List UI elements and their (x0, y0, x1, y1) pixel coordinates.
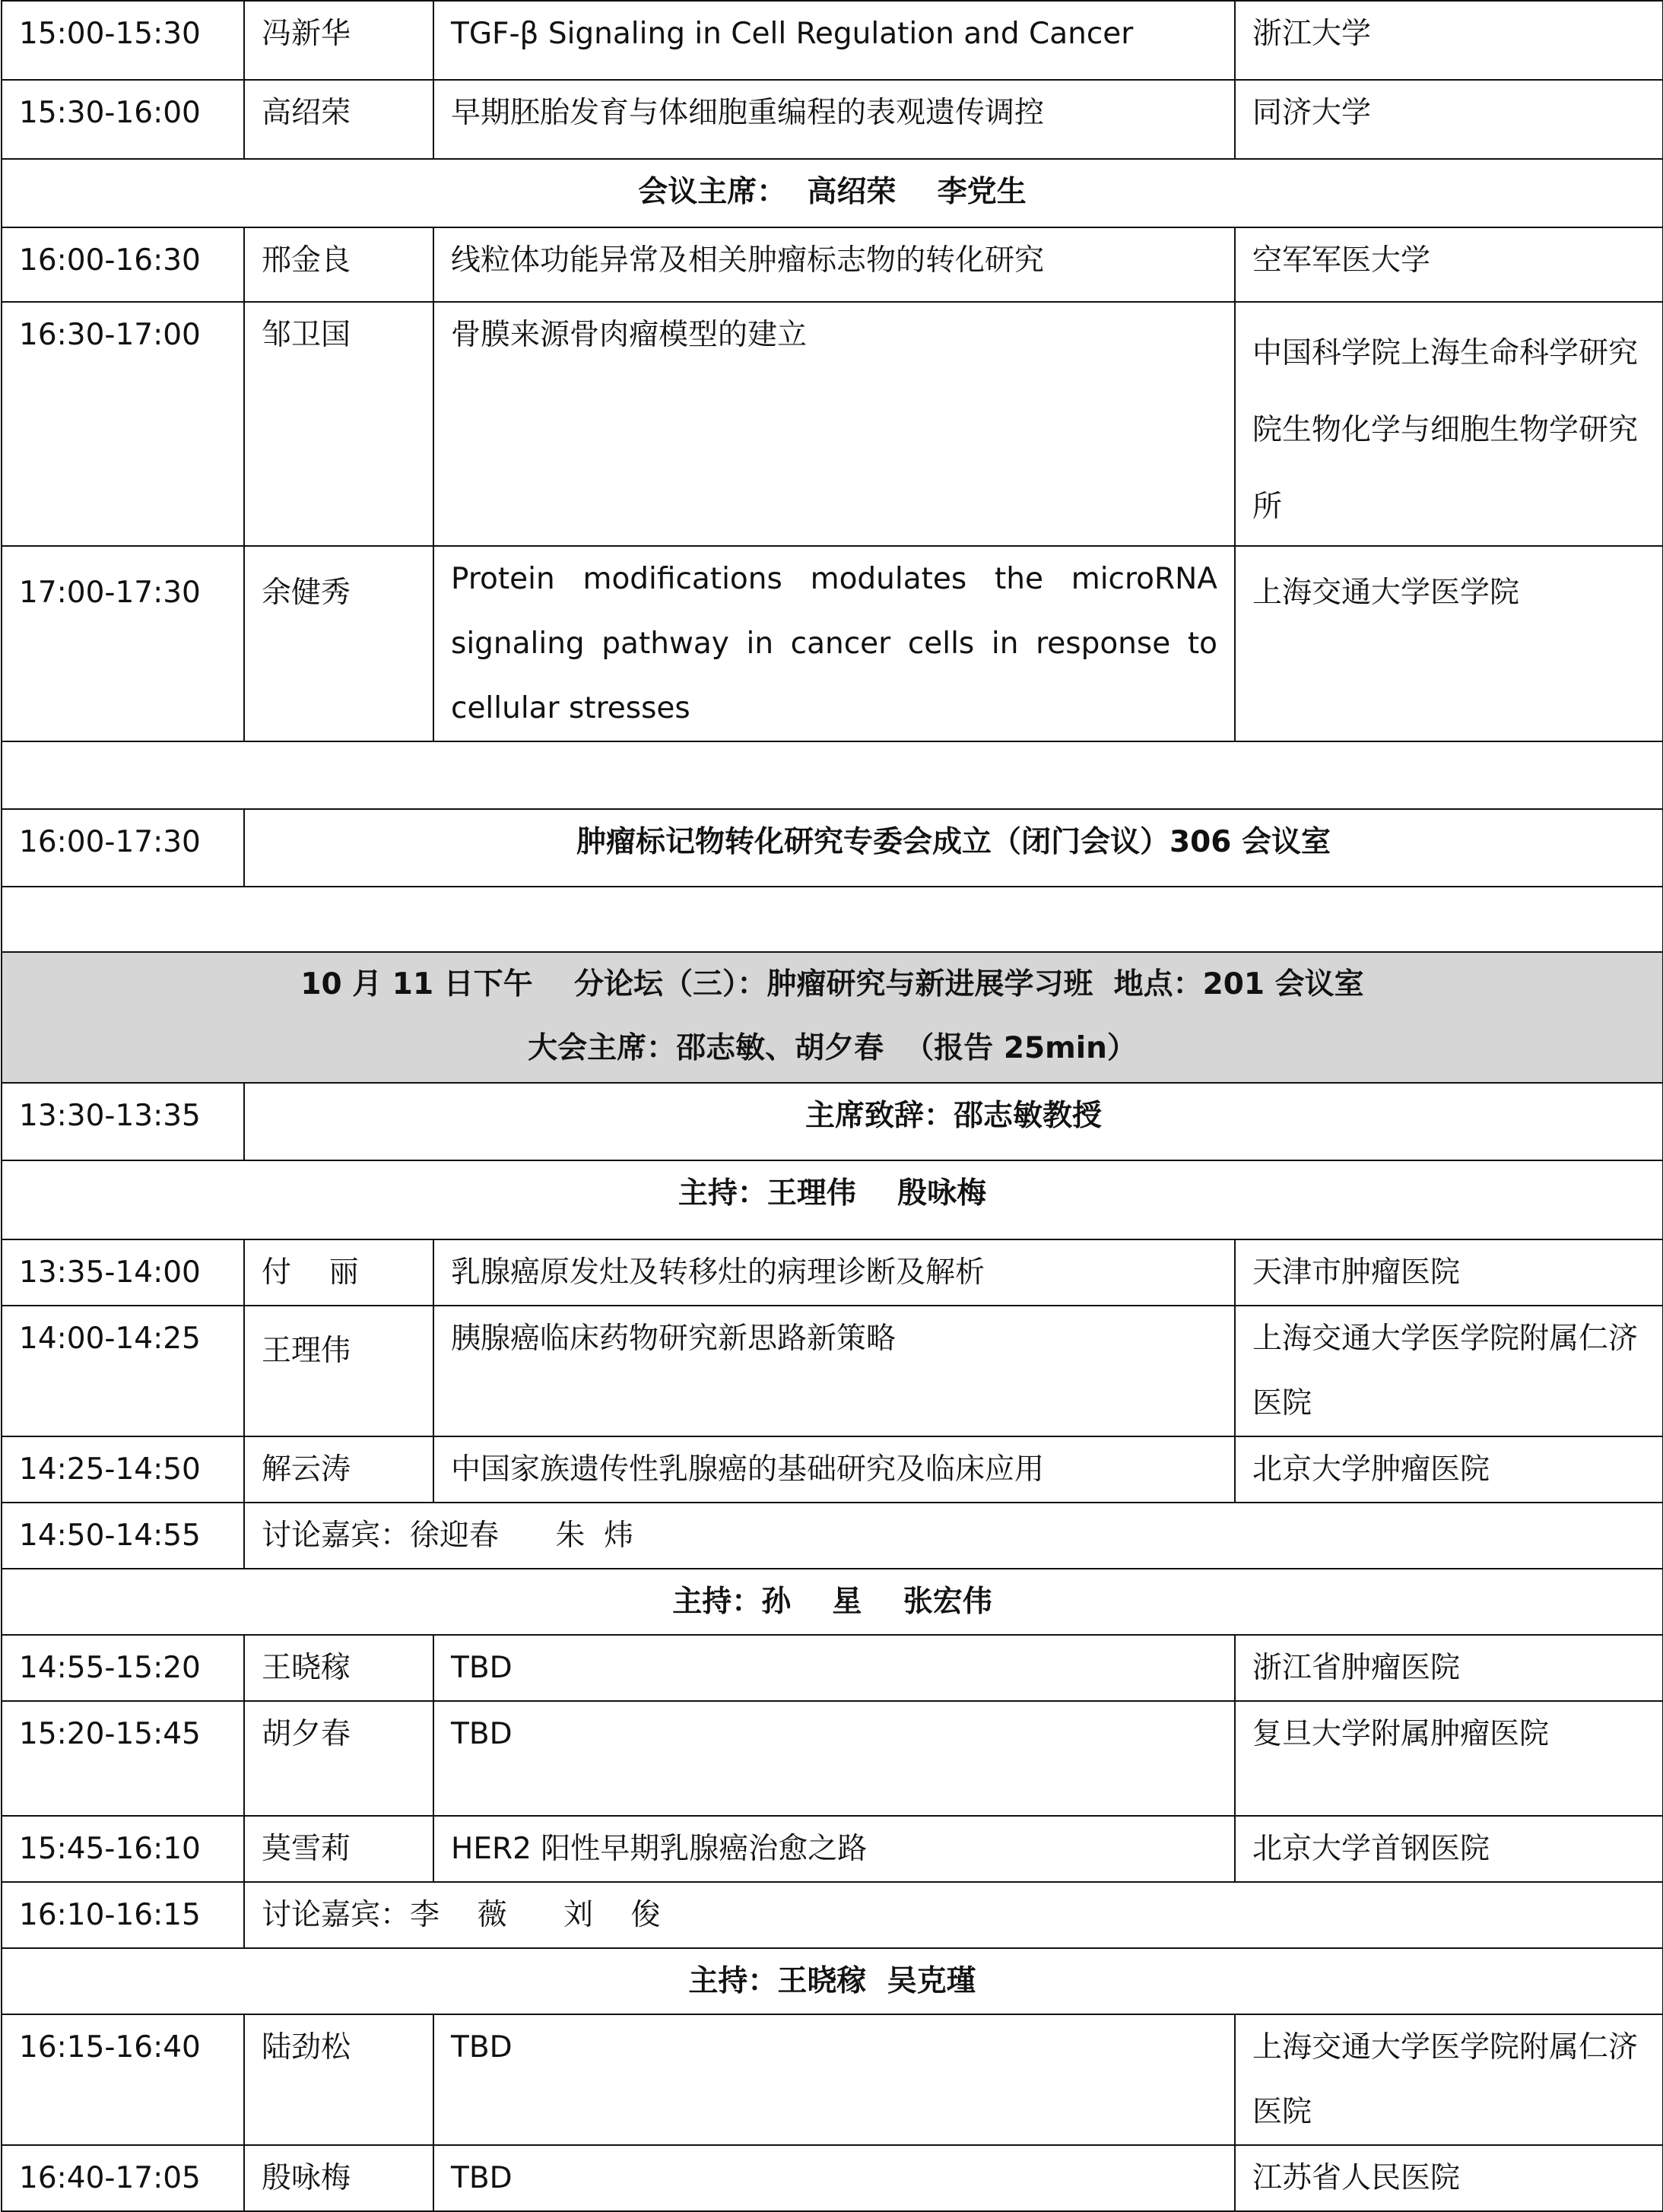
speaker-cell: 莫雪莉 (244, 1816, 433, 1882)
table-row (2, 1635, 1663, 1701)
time-cell: 16:40-17:05 (2, 2145, 244, 2211)
speaker-cell: 陆劲松 (244, 2014, 433, 2145)
speaker-cell: 付 丽 (244, 1239, 433, 1306)
topic-cell: HER2 阳性早期乳腺癌治愈之路 (433, 1816, 1235, 1882)
table-row (2, 546, 1663, 741)
speaker-cell: 王晓稼 (244, 1635, 433, 1701)
table-row (2, 2145, 1663, 2211)
topic-cell: 骨膜来源骨肉瘤模型的建立 (433, 302, 1235, 546)
speaker-cell: 胡夕春 (244, 1701, 433, 1816)
table-row (2, 1816, 1663, 1882)
table-row (2, 887, 1663, 952)
session-host-row: 主持：王晓稼 吴克瑾 (2, 1948, 1663, 2014)
time-cell: 14:25-14:50 (2, 1436, 244, 1503)
table-row (2, 1882, 1663, 1948)
topic-cell: 胰腺癌临床药物研究新思路新策略 (433, 1306, 1235, 1436)
table-row (2, 1160, 1663, 1239)
topic-cell: 乳腺癌原发灶及转移灶的病理诊断及解析 (433, 1239, 1235, 1306)
affiliation-cell: 中国科学院上海生命科学研究院生物化学与细胞生物学研究所 (1235, 302, 1663, 546)
table-row (2, 1569, 1663, 1635)
schedule-table (1, 0, 1663, 2212)
affiliation-cell: 天津市肿瘤医院 (1235, 1239, 1663, 1306)
table-row (2, 741, 1663, 809)
table-row (2, 1948, 1663, 2014)
time-cell: 13:35-14:00 (2, 1239, 244, 1306)
blank-row (2, 887, 1663, 952)
table-row (2, 2014, 1663, 2145)
speaker-cell: 邹卫国 (244, 302, 433, 546)
table-row (2, 227, 1663, 302)
affiliation-cell: 上海交通大学医学院附属仁济医院 (1235, 1306, 1663, 1436)
time-cell: 17:00-17:30 (2, 546, 244, 741)
speaker-cell: 冯新华 (244, 1, 433, 80)
table-row (2, 1239, 1663, 1306)
time-cell: 13:30-13:35 (2, 1083, 244, 1160)
time-cell: 15:30-16:00 (2, 80, 244, 159)
topic-cell: Protein modifications modulates the microRNA signaling pathway in cancer cells in response to cellular stresses (433, 546, 1235, 741)
affiliation-cell: 北京大学首钢医院 (1235, 1816, 1663, 1882)
time-cell: 16:00-17:30 (2, 809, 244, 887)
speaker-cell: 解云涛 (244, 1436, 433, 1503)
opening-remarks: 主席致辞：邵志敏教授 (244, 1083, 1663, 1160)
speaker-cell: 殷咏梅 (244, 2145, 433, 2211)
discussion-guests: 讨论嘉宾：徐迎春 朱 炜 (244, 1503, 1663, 1569)
time-cell: 15:00-15:30 (2, 1, 244, 80)
topic-cell: TBD (433, 1635, 1235, 1701)
forum-header (2, 952, 1663, 1083)
topic-cell: TBD (433, 1701, 1235, 1816)
time-cell: 16:00-16:30 (2, 227, 244, 302)
topic-cell: 中国家族遗传性乳腺癌的基础研究及临床应用 (433, 1436, 1235, 1503)
topic-cell: 早期胚胎发育与体细胞重编程的表观遗传调控 (433, 80, 1235, 159)
time-cell: 16:15-16:40 (2, 2014, 244, 2145)
speaker-cell: 余健秀 (244, 546, 433, 741)
time-cell: 16:10-16:15 (2, 1882, 244, 1948)
session-chair-row: 会议主席： 高绍荣 李党生 (2, 159, 1663, 227)
time-cell: 15:45-16:10 (2, 1816, 244, 1882)
time-cell: 16:30-17:00 (2, 302, 244, 546)
table-row (2, 159, 1663, 227)
topic-cell: 线粒体功能异常及相关肿瘤标志物的转化研究 (433, 227, 1235, 302)
topic-cell: TGF-β Signaling in Cell Regulation and Cancer (433, 1, 1235, 80)
blank-row (2, 741, 1663, 809)
speaker-cell: 邢金良 (244, 227, 433, 302)
topic-cell: TBD (433, 2145, 1235, 2211)
topic-cell: TBD (433, 2014, 1235, 2145)
session-host-row: 主持：王理伟 殷咏梅 (2, 1160, 1663, 1239)
table-row (2, 302, 1663, 546)
affiliation-cell: 浙江省肿瘤医院 (1235, 1635, 1663, 1701)
affiliation-cell: 北京大学肿瘤医院 (1235, 1436, 1663, 1503)
table-row (2, 1083, 1663, 1160)
affiliation-cell: 复旦大学附属肿瘤医院 (1235, 1701, 1663, 1816)
table-row (2, 1306, 1663, 1436)
time-cell: 14:55-15:20 (2, 1635, 244, 1701)
affiliation-cell: 江苏省人民医院 (1235, 2145, 1663, 2211)
affiliation-cell: 同济大学 (1235, 80, 1663, 159)
time-cell: 15:20-15:45 (2, 1701, 244, 1816)
event-cell: 肿瘤标记物转化研究专委会成立（闭门会议）306 会议室 (244, 809, 1663, 887)
affiliation-cell: 空军军医大学 (1235, 227, 1663, 302)
time-cell: 14:00-14:25 (2, 1306, 244, 1436)
table-row (2, 809, 1663, 887)
discussion-guests: 讨论嘉宾：李 薇 刘 俊 (244, 1882, 1663, 1948)
speaker-cell: 高绍荣 (244, 80, 433, 159)
forum-chairs: 大会主席：邵志敏、胡夕春 （报告 25min） (528, 1031, 1137, 1065)
time-cell: 14:50-14:55 (2, 1503, 244, 1569)
affiliation-cell: 上海交通大学医学院附属仁济医院 (1235, 2014, 1663, 2145)
table-row (2, 1, 1663, 80)
forum-title: 10 月 11 日下午 分论坛（三）：肿瘤研究与新进展学习班 地点：201 会议室 (300, 967, 1364, 1001)
speaker-cell: 王理伟 (244, 1306, 433, 1436)
table-row (2, 952, 1663, 1083)
session-host-row: 主持：孙 星 张宏伟 (2, 1569, 1663, 1635)
table-row (2, 1436, 1663, 1503)
affiliation-cell: 上海交通大学医学院 (1235, 546, 1663, 741)
affiliation-cell: 浙江大学 (1235, 1, 1663, 80)
table-row (2, 80, 1663, 159)
table-row (2, 1503, 1663, 1569)
table-row (2, 1701, 1663, 1816)
